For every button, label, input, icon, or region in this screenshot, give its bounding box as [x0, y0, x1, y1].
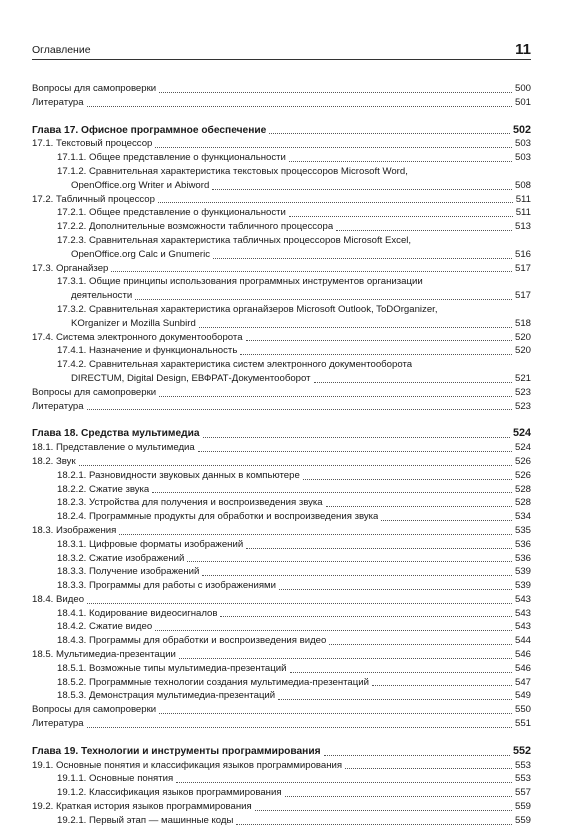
toc-entry[interactable] — [32, 510, 531, 524]
toc-entry[interactable] — [32, 814, 531, 828]
dot-leader — [212, 189, 512, 190]
toc-entry[interactable] — [32, 703, 531, 717]
entry-page-number: 539 — [514, 580, 531, 592]
dot-leader — [87, 603, 512, 604]
entry-title: OpenOffice.org Calc и Gnumeric — [71, 248, 211, 260]
dot-leader — [278, 699, 512, 700]
dot-leader — [326, 506, 512, 507]
dot-leader — [135, 299, 512, 300]
entry-page-number: 521 — [514, 372, 531, 384]
entry-page-number: 539 — [514, 566, 531, 578]
entry-title: 18.5.3. Демонстрация мультимедиа-презентаций — [57, 690, 276, 702]
toc-entry[interactable] — [32, 552, 531, 566]
dot-leader — [279, 589, 512, 590]
dot-leader — [87, 409, 512, 410]
dot-leader — [329, 644, 512, 645]
dot-leader — [159, 713, 512, 714]
entry-page-number: 559 — [514, 814, 531, 826]
entry-page-number: 543 — [514, 621, 531, 633]
dot-leader — [159, 92, 512, 93]
entry-page-number: 511 — [515, 193, 531, 205]
toc-entry[interactable] — [32, 579, 531, 593]
entry-title: 18.5. Мультимедиа-презентации — [32, 649, 176, 661]
entry-page-number: 503 — [514, 138, 531, 150]
entry-title: 19.1.2. Классификация языков программирования — [57, 787, 282, 799]
dot-leader — [255, 810, 512, 811]
dot-leader — [324, 755, 510, 756]
entry-page-number: 528 — [514, 483, 531, 495]
entry-title: 17.2.1. Общее представление о функциональности — [57, 207, 286, 219]
entry-page-number: 543 — [514, 607, 531, 619]
dot-leader — [290, 672, 512, 673]
dot-leader — [381, 520, 512, 521]
dot-leader — [285, 796, 512, 797]
page-number: 11 — [515, 41, 531, 58]
entry-page-number: 546 — [514, 662, 531, 674]
entry-title: 17.1.1. Общее представление о функциональности — [57, 152, 286, 164]
toc-entry[interactable] — [32, 717, 531, 731]
entry-page-number: 526 — [514, 469, 531, 481]
header-rule — [32, 59, 531, 60]
dot-leader — [176, 782, 512, 783]
page-header — [32, 38, 531, 60]
entry-title: деятельности — [71, 290, 133, 302]
dot-leader — [87, 106, 512, 107]
entry-page-number: 500 — [514, 83, 531, 94]
entry-title: 17.2.3. Сравнительная характеристика табличных процессоров Microsoft Excel, — [57, 234, 412, 246]
entry-page-number: 552 — [512, 744, 531, 757]
dot-leader — [240, 354, 512, 355]
chapter-entry[interactable] — [32, 427, 531, 441]
entry-title: 18.3. Изображения — [32, 524, 117, 536]
dot-leader — [236, 824, 512, 825]
toc-entry[interactable] — [32, 759, 531, 773]
entry-title: 17.4.1. Назначение и функциональность — [57, 345, 238, 357]
entry-page-number: 520 — [514, 345, 531, 357]
toc-entry[interactable] — [32, 344, 531, 358]
entry-title: 18.3.1. Цифровые форматы изображений — [57, 538, 244, 550]
dot-leader — [220, 616, 512, 617]
dot-leader — [199, 327, 512, 328]
entry-title: 18.2. Звук — [32, 455, 76, 467]
toc-entry[interactable] — [32, 82, 531, 96]
entry-title: Вопросы для самопроверки — [32, 83, 157, 94]
entry-title: 17.2. Табличный процессор — [32, 193, 155, 205]
toc-entry[interactable] — [32, 772, 531, 786]
entry-title: 18.4.3. Программы для обработки и воспроизведения видео — [57, 635, 327, 647]
entry-title: 17.1.2. Сравнительная характеристика текстовых процессоров Microsoft Word, — [57, 165, 408, 177]
entry-title: 18.2.1. Разновидности звуковых данных в компьютере — [57, 469, 300, 481]
toc-entry[interactable] — [32, 620, 531, 634]
entry-title: Литература — [32, 96, 84, 108]
dot-leader — [119, 534, 512, 535]
toc-entry[interactable] — [32, 662, 531, 676]
entry-page-number: 534 — [514, 511, 531, 523]
dot-leader — [336, 230, 512, 231]
dot-leader — [289, 216, 513, 217]
entry-title: 19.1. Основные понятия и классификация языков программирования — [32, 759, 343, 771]
dot-leader — [269, 133, 510, 134]
entry-page-number: 557 — [514, 787, 531, 799]
entry-title: 19.2. Краткая история языков программирования — [32, 801, 252, 813]
entry-title: 17.3.2. Сравнительная характеристика органайзеров Microsoft Outlook, ToDOrganizer, — [57, 303, 438, 315]
toc-entry[interactable] — [32, 372, 531, 386]
entry-title: Глава 17. Офисное программное обеспечение — [32, 124, 267, 136]
entry-page-number: 549 — [514, 690, 531, 702]
dot-leader — [203, 437, 510, 438]
toc-entry[interactable] — [32, 441, 531, 455]
entry-page-number: 553 — [514, 773, 531, 785]
toc-entry[interactable] — [32, 234, 531, 248]
entry-page-number: 508 — [514, 179, 531, 191]
toc-entry[interactable] — [32, 634, 531, 648]
toc-entry[interactable] — [32, 248, 531, 262]
dot-leader — [213, 258, 512, 259]
entry-title: 17.2.2. Дополнительные возможности табличного процессора — [57, 221, 334, 233]
toc-entry[interactable] — [32, 800, 531, 814]
entry-title: 17.1. Текстовый процессор — [32, 138, 153, 150]
toc-entry[interactable] — [32, 676, 531, 690]
toc-entry[interactable] — [32, 303, 531, 317]
dot-leader — [159, 396, 512, 397]
dot-leader — [152, 492, 512, 493]
dot-leader — [246, 340, 512, 341]
dot-leader — [158, 202, 513, 203]
entry-page-number: 559 — [514, 801, 531, 813]
entry-page-number: 513 — [514, 221, 531, 233]
entry-page-number: 523 — [514, 386, 531, 398]
dot-leader — [372, 685, 512, 686]
toc-entry[interactable] — [32, 96, 531, 110]
entry-title: Вопросы для самопроверки — [32, 386, 157, 398]
entry-page-number: 546 — [514, 649, 531, 661]
dot-leader — [79, 465, 512, 466]
dot-leader — [155, 147, 512, 148]
entry-title: 19.1.1. Основные понятия — [57, 773, 174, 785]
entry-page-number: 520 — [514, 331, 531, 343]
toc-entry[interactable] — [32, 331, 531, 345]
entry-page-number: 502 — [512, 123, 531, 136]
toc-entry[interactable] — [32, 469, 531, 483]
dot-leader — [246, 548, 512, 549]
entry-title: 18.2.2. Сжатие звука — [57, 483, 150, 495]
dot-leader — [111, 271, 512, 272]
toc-entry[interactable] — [32, 179, 531, 193]
entry-title: 18.2.3. Устройства для получения и воспроизведения звука — [57, 497, 323, 509]
entry-page-number: 517 — [514, 262, 531, 274]
toc-entry[interactable] — [32, 607, 531, 621]
entry-title: 17.4. Система электронного документооборота — [32, 331, 243, 343]
toc-entry[interactable] — [32, 206, 531, 220]
entry-title: Литература — [32, 718, 84, 730]
entry-title: Литература — [32, 400, 84, 412]
entry-page-number: 543 — [514, 593, 531, 605]
entry-page-number: 523 — [514, 400, 531, 412]
dot-leader — [314, 382, 512, 383]
toc-entry[interactable] — [32, 524, 531, 538]
toc-entry[interactable] — [32, 289, 531, 303]
entry-page-number: 536 — [514, 538, 531, 550]
toc-entry[interactable] — [32, 496, 531, 510]
entry-page-number: 511 — [515, 207, 531, 219]
dot-leader — [198, 451, 512, 452]
entry-page-number: 503 — [514, 152, 531, 164]
toc-entry[interactable] — [32, 220, 531, 234]
running-head: Оглавление — [32, 44, 91, 56]
entry-page-number: 501 — [514, 96, 531, 108]
dot-leader — [187, 561, 512, 562]
dot-leader — [303, 479, 512, 480]
entry-page-number: 536 — [514, 552, 531, 564]
entry-page-number: 526 — [514, 455, 531, 467]
dot-leader — [87, 727, 512, 728]
entry-title: KOrganizer и Mozilla Sunbird — [71, 317, 196, 329]
toc-entry[interactable] — [32, 786, 531, 800]
entry-title: 18.2.4. Программные продукты для обработки и воспроизведения звука — [57, 511, 379, 523]
entry-title: 18.3.2. Сжатие изображений — [57, 552, 185, 564]
entry-page-number: 517 — [514, 290, 531, 302]
entry-title: 18.5.2. Программные технологии создания мультимедиа-презентаций — [57, 676, 369, 688]
entry-title: 18.4.1. Кодирование видеосигналов — [57, 607, 218, 619]
entry-title: Глава 18. Средства мультимедиа — [32, 428, 200, 440]
toc-entry[interactable] — [32, 386, 531, 400]
entry-page-number: 553 — [514, 759, 531, 771]
toc-entry[interactable] — [32, 455, 531, 469]
entry-page-number: 550 — [514, 704, 531, 716]
toc-entry[interactable] — [32, 137, 531, 151]
section-gap — [32, 110, 531, 124]
dot-leader — [179, 658, 512, 659]
toc-entry[interactable] — [32, 275, 531, 289]
entry-title: 17.3.1. Общие принципы использования программных инструментов организации — [57, 276, 423, 288]
entry-title: 17.3. Органайзер — [32, 262, 109, 274]
entry-title: 18.4.2. Сжатие видео — [57, 621, 153, 633]
toc-entry[interactable] — [32, 483, 531, 497]
dot-leader — [345, 768, 512, 769]
toc-entry[interactable] — [32, 400, 531, 414]
entry-page-number: 547 — [514, 676, 531, 688]
entry-title: Вопросы для самопроверки — [32, 704, 157, 716]
entry-title: OpenOffice.org Writer и Abiword — [71, 179, 210, 191]
entry-title: 18.3.3. Программы для работы с изображениями — [57, 580, 276, 592]
dot-leader — [289, 161, 512, 162]
entry-page-number: 544 — [514, 635, 531, 647]
toc-entry[interactable] — [32, 165, 531, 179]
entry-page-number: 535 — [514, 524, 531, 536]
toc-entry[interactable] — [32, 151, 531, 165]
chapter-entry[interactable] — [32, 745, 531, 759]
chapter-entry[interactable] — [32, 124, 531, 138]
entry-page-number: 516 — [514, 248, 531, 260]
entry-page-number: 528 — [514, 497, 531, 509]
entry-title: 19.2.1. Первый этап — машинные коды — [57, 814, 234, 826]
toc-entry[interactable] — [32, 262, 531, 276]
entry-title: 18.3.3. Получение изображений — [57, 566, 200, 578]
entry-page-number: 524 — [512, 427, 531, 440]
toc-entry[interactable] — [32, 648, 531, 662]
entry-page-number: 518 — [514, 317, 531, 329]
table-of-contents — [32, 82, 531, 828]
section-gap — [32, 731, 531, 745]
entry-title: DIRECTUM, Digital Design, ЕВФРАТ-Документооборот — [71, 372, 311, 384]
toc-entry[interactable] — [32, 689, 531, 703]
toc-entry[interactable] — [32, 565, 531, 579]
dot-leader — [202, 575, 512, 576]
toc-entry[interactable] — [32, 358, 531, 372]
entry-page-number: 524 — [514, 442, 531, 454]
toc-entry[interactable] — [32, 193, 531, 207]
entry-page-number: 551 — [514, 718, 531, 730]
entry-title: 18.1. Представление о мультимедиа — [32, 442, 195, 454]
entry-title: Глава 19. Технологии и инструменты программирования — [32, 745, 321, 757]
dot-leader — [155, 630, 512, 631]
toc-entry[interactable] — [32, 538, 531, 552]
toc-entry[interactable] — [32, 593, 531, 607]
toc-entry[interactable] — [32, 317, 531, 331]
section-gap — [32, 413, 531, 427]
entry-title: 18.4. Видео — [32, 593, 85, 605]
entry-title: 17.4.2. Сравнительная характеристика систем электронного документооборота — [57, 359, 413, 371]
entry-title: 18.5.1. Возможные типы мультимедиа-презентаций — [57, 662, 287, 674]
